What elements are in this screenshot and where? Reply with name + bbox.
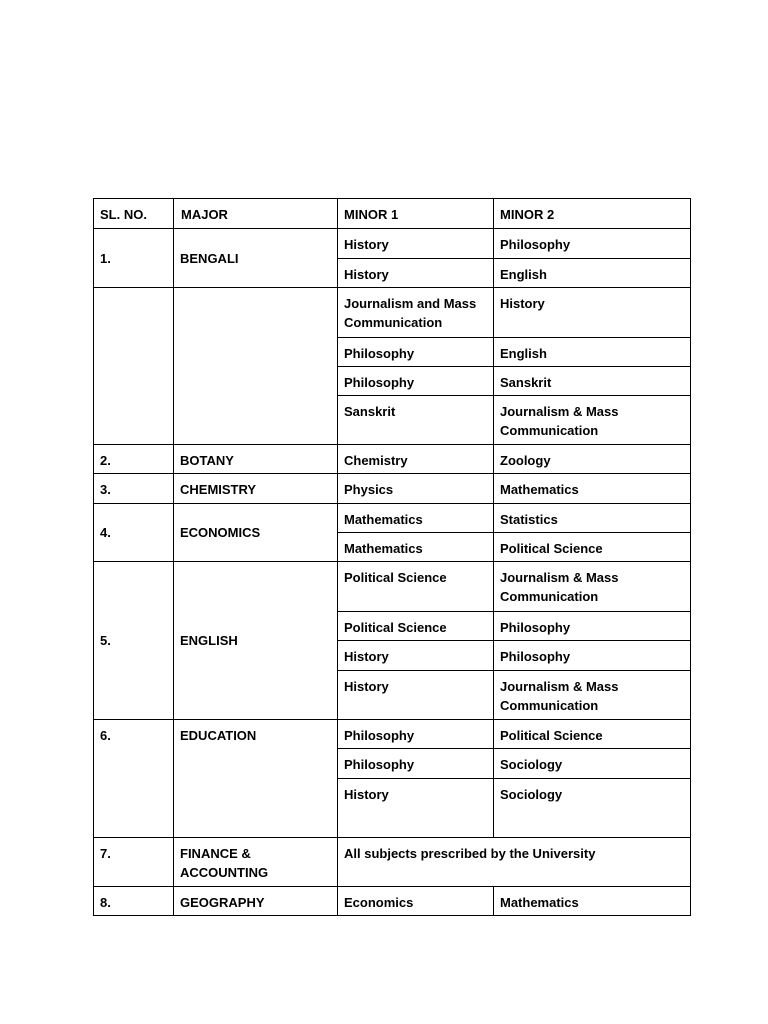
table-row <box>94 504 691 533</box>
minor2-cell: Sociology <box>494 779 691 838</box>
minor1-cell: Philosophy <box>338 749 494 779</box>
sl-no-cell-empty <box>94 288 174 445</box>
minor2-cell: Philosophy <box>494 229 691 259</box>
minor2-cell: Mathematics <box>494 887 691 916</box>
minor2-cell: Mathematics <box>494 474 691 504</box>
minor2-cell: Sociology <box>494 749 691 779</box>
minor2-cell: Journalism & Mass Communication <box>494 562 691 612</box>
minor1-cell: History <box>338 259 494 288</box>
minor1-cell: History <box>338 641 494 671</box>
minor2-cell: Philosophy <box>494 612 691 641</box>
minor2-cell: Political Science <box>494 720 691 749</box>
minor1-cell: Economics <box>338 887 494 916</box>
header-sl-no: SL. NO. <box>94 199 174 229</box>
minor1-cell: Political Science <box>338 562 494 612</box>
minor1-cell: Sanskrit <box>338 396 494 445</box>
header-minor2: MINOR 2 <box>494 199 691 229</box>
minor2-cell: Journalism & Mass Communication <box>494 671 691 720</box>
minor1-cell: History <box>338 671 494 720</box>
table-row <box>94 887 691 916</box>
header-row <box>94 199 691 229</box>
table-row <box>94 720 691 749</box>
minor2-cell: Zoology <box>494 445 691 474</box>
minor1-cell: Philosophy <box>338 720 494 749</box>
minor2-cell: History <box>494 288 691 338</box>
minor2-cell: English <box>494 259 691 288</box>
minor2-cell: Political Science <box>494 533 691 562</box>
minor1-cell: Mathematics <box>338 533 494 562</box>
table-row <box>94 229 691 259</box>
minor1-cell: Chemistry <box>338 445 494 474</box>
minor1-cell: Philosophy <box>338 338 494 367</box>
minor2-cell: Sanskrit <box>494 367 691 396</box>
minor2-cell: Philosophy <box>494 641 691 671</box>
header-major: MAJOR <box>174 199 338 229</box>
minor1-cell: History <box>338 229 494 259</box>
minor2-cell: Statistics <box>494 504 691 533</box>
minor1-cell: History <box>338 779 494 838</box>
minor2-cell: English <box>494 338 691 367</box>
sl-no-cell: 3. <box>94 474 174 504</box>
major-cell: ECONOMICS <box>174 504 338 562</box>
major-cell: CHEMISTRY <box>174 474 338 504</box>
major-cell: BOTANY <box>174 445 338 474</box>
minor1-cell: Mathematics <box>338 504 494 533</box>
major-cell: FINANCE & ACCOUNTING <box>174 838 338 887</box>
major-cell: BENGALI <box>174 229 338 288</box>
table-row <box>94 288 691 338</box>
table-row <box>94 474 691 504</box>
sl-no-cell: 8. <box>94 887 174 916</box>
major-cell: ENGLISH <box>174 562 338 720</box>
header-minor1: MINOR 1 <box>338 199 494 229</box>
sl-no-cell: 6. <box>94 720 174 838</box>
sl-no-cell: 5. <box>94 562 174 720</box>
minor1-cell: Journalism and Mass Communication <box>338 288 494 338</box>
major-cell: EDUCATION <box>174 720 338 838</box>
table-row <box>94 838 691 887</box>
minor2-cell: Journalism & Mass Communication <box>494 396 691 445</box>
major-cell: GEOGRAPHY <box>174 887 338 916</box>
combined-minors-cell: All subjects prescribed by the University <box>338 838 691 887</box>
table-row <box>94 445 691 474</box>
minor1-cell: Philosophy <box>338 367 494 396</box>
sl-no-cell: 2. <box>94 445 174 474</box>
sl-no-cell: 1. <box>94 229 174 288</box>
major-cell-empty <box>174 288 338 445</box>
sl-no-cell: 7. <box>94 838 174 887</box>
minor1-cell: Physics <box>338 474 494 504</box>
sl-no-cell: 4. <box>94 504 174 562</box>
minor1-cell: Political Science <box>338 612 494 641</box>
table-row <box>94 562 691 612</box>
subject-combination-table <box>93 198 691 916</box>
